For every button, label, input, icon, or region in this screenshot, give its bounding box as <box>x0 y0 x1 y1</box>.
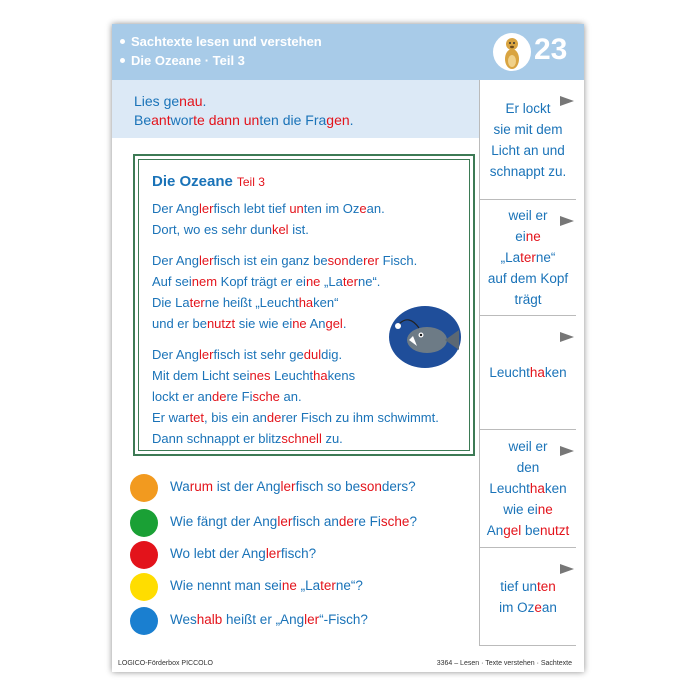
color-dot-icon[interactable] <box>130 573 158 601</box>
syllable: ne heißt „Leucht <box>204 295 299 310</box>
syllable-red: ha <box>529 365 545 380</box>
syllable: heißt er „Ang <box>222 612 305 627</box>
syllable: Kopf trägt er ei <box>217 274 306 289</box>
syllable-red: de <box>211 389 227 404</box>
syllable: ders? <box>381 479 416 494</box>
syllable-red: halb <box>196 612 223 627</box>
story-line <box>152 222 309 237</box>
story-line <box>152 347 342 362</box>
syllable: An <box>486 523 504 538</box>
syllable: re Fi <box>226 389 253 404</box>
syllable-red: ha <box>313 368 328 383</box>
syllable-red: son <box>327 253 349 268</box>
syllable-red: sche <box>252 389 280 404</box>
question-text <box>170 479 416 494</box>
instruction-line-1: Lies genau. <box>134 93 207 109</box>
syllable: . <box>342 316 347 331</box>
syllable-red: ler <box>265 546 281 561</box>
story-line <box>152 253 417 268</box>
bullet-icon <box>120 39 125 44</box>
answer-line <box>490 98 567 119</box>
color-dot-icon[interactable] <box>130 541 158 569</box>
syllable: Wie fängt der Ang <box>170 514 278 529</box>
question-text <box>170 578 363 593</box>
syllable-red: gel <box>503 523 522 538</box>
syllable-red: de <box>338 514 354 529</box>
anglerfish-illustration <box>383 300 463 370</box>
syllable: Auf sei <box>152 274 192 289</box>
syllable: Leucht <box>270 368 314 383</box>
story-line <box>152 389 302 404</box>
story-line <box>152 410 439 425</box>
answer-text <box>488 205 568 310</box>
answer-line <box>488 226 568 247</box>
pointer-arrow-icon <box>560 446 574 456</box>
syllable: an <box>541 599 557 615</box>
worksheet-card <box>112 24 584 672</box>
syllable-red: ler <box>198 201 214 216</box>
syllable-red: ler <box>280 479 296 494</box>
syllable-red: sche <box>380 514 410 529</box>
pointer-arrow-icon <box>560 564 574 574</box>
syllable: ken“ <box>313 295 339 310</box>
syllable: sie mit dem <box>493 121 563 137</box>
answer-line <box>488 268 568 289</box>
syllable-red: ne <box>305 274 321 289</box>
syllable-red: schnell <box>281 431 322 446</box>
story-line <box>152 201 385 216</box>
answer-text <box>499 576 557 618</box>
header-subtitle: Die Ozeane · Teil 3 <box>120 53 245 68</box>
syllable: ken <box>544 365 567 380</box>
syllable-red: un <box>289 201 304 216</box>
syllable-red: de <box>266 410 282 425</box>
syllable: Dort, wo es sehr dun <box>152 222 272 237</box>
color-dot-icon[interactable] <box>130 509 158 537</box>
syllable: fisch ist sehr ge <box>213 347 304 362</box>
answer-column <box>479 80 576 646</box>
syllable-red: ler <box>304 612 320 627</box>
syllable-red: nes <box>249 368 271 383</box>
syllable-red: nutzt <box>206 316 236 331</box>
pointer-arrow-icon <box>560 216 574 226</box>
syllable-red: tet <box>189 410 205 425</box>
syllable: „La <box>296 578 321 593</box>
answer-card[interactable] <box>480 548 576 646</box>
syllable: Wie nennt man sei <box>170 578 282 593</box>
answer-line <box>490 119 567 140</box>
syllable-red: ne <box>281 578 297 593</box>
syllable-red: kel <box>271 222 289 237</box>
syllable: wie ei <box>503 502 538 517</box>
syllable: im Oz <box>499 599 535 615</box>
syllable-red: ler <box>198 347 214 362</box>
syllable: Der Ang <box>152 253 199 268</box>
syllable: Er lockt <box>505 100 551 116</box>
syllable: ken <box>544 481 567 496</box>
instruction-box <box>112 80 479 138</box>
syllable: fisch an <box>292 514 339 529</box>
syllable: trägt <box>514 292 542 307</box>
syllable-red: nem <box>191 274 218 289</box>
pointer-arrow-icon <box>560 332 574 342</box>
syllable: Licht an und <box>491 142 565 158</box>
answer-text <box>489 362 566 383</box>
syllable-red: ha <box>529 481 545 496</box>
syllable-red: ler <box>198 253 214 268</box>
answer-line <box>488 205 568 226</box>
syllable: de <box>348 253 364 268</box>
syllable: Fisch. <box>378 253 418 268</box>
syllable: rer Fisch zu ihm schwimmt. <box>281 410 439 425</box>
page-number: 23 <box>534 33 568 66</box>
syllable: ist der Ang <box>213 479 281 494</box>
story-line <box>152 368 355 383</box>
syllable: Der Ang <box>152 347 199 362</box>
syllable-red: ter <box>342 274 358 289</box>
syllable-red: ter <box>189 295 205 310</box>
syllable-red: ten <box>536 578 556 594</box>
syllable-red: rum <box>189 479 213 494</box>
syllable-red: e <box>359 201 367 216</box>
syllable: weil er <box>508 439 548 454</box>
answer-line <box>487 520 570 541</box>
color-dot-icon[interactable] <box>130 474 158 502</box>
syllable: fisch ist ein ganz be <box>213 253 328 268</box>
syllable-red: rer <box>363 253 379 268</box>
syllable-red: nutzt <box>540 523 570 538</box>
syllable-red: gel <box>325 316 343 331</box>
syllable: und er be <box>152 316 207 331</box>
question-text <box>170 514 417 529</box>
syllable: Wa <box>170 479 190 494</box>
answer-line <box>490 140 567 161</box>
syllable: ne“? <box>335 578 363 593</box>
story-title: Die Ozeane Teil 3 <box>152 173 265 190</box>
syllable: Wes <box>170 612 197 627</box>
answer-text <box>490 98 567 182</box>
pointer-arrow-icon <box>560 96 574 106</box>
syllable: den <box>516 460 540 475</box>
answer-card[interactable] <box>480 80 576 200</box>
syllable-red: son <box>360 479 382 494</box>
bullet-icon <box>120 58 125 63</box>
syllable: weil er <box>508 208 548 223</box>
answer-line <box>487 499 570 520</box>
answer-line <box>487 457 570 478</box>
syllable: lockt er an <box>152 389 212 404</box>
syllable: tief un <box>500 578 537 594</box>
syllable-red: dul <box>303 347 322 362</box>
syllable: Der Ang <box>152 201 199 216</box>
syllable: ? <box>409 514 417 529</box>
syllable: Leucht <box>489 481 530 496</box>
answer-text <box>487 436 570 541</box>
answer-line <box>499 576 557 597</box>
meerkat-icon <box>492 32 532 72</box>
syllable-red: ha <box>298 295 314 310</box>
story-line <box>152 431 343 446</box>
story-line <box>152 316 346 331</box>
syllable: „La <box>500 250 521 265</box>
answer-card[interactable] <box>480 200 576 316</box>
syllable: fisch lebt tief <box>213 201 290 216</box>
syllable: Wo lebt der Ang <box>170 546 266 561</box>
answer-line <box>499 597 557 618</box>
syllable: ei <box>515 229 526 244</box>
syllable-red: ne <box>537 502 553 517</box>
syllable: an. <box>366 201 385 216</box>
answer-line <box>489 362 566 383</box>
syllable-red: ter <box>520 250 536 265</box>
syllable: Dann schnappt er blitz <box>152 431 282 446</box>
answer-card[interactable] <box>480 316 576 430</box>
syllable: ist. <box>288 222 309 237</box>
syllable-red: ler <box>277 514 293 529</box>
instruction-line-2: Beantworte dann unten die Fragen. <box>134 112 354 128</box>
syllable: an. <box>279 389 302 404</box>
header-bar <box>112 24 584 80</box>
syllable: zu. <box>321 431 343 446</box>
answer-line <box>487 478 570 499</box>
footer-left: LOGICO-Förderbox PICCOLO <box>118 660 213 667</box>
syllable: Die La <box>152 295 190 310</box>
syllable: ne“. <box>357 274 381 289</box>
syllable: An <box>306 316 326 331</box>
answer-line <box>488 247 568 268</box>
syllable: “-Fisch? <box>319 612 368 627</box>
syllable-red: ter <box>320 578 336 593</box>
syllable-red: ne <box>292 316 307 331</box>
question-text <box>170 546 316 561</box>
question-text <box>170 612 368 627</box>
syllable: ten im Oz <box>303 201 360 216</box>
syllable: fisch so be <box>295 479 361 494</box>
syllable: be <box>521 523 541 538</box>
syllable: , bis ein an <box>204 410 267 425</box>
story-frame <box>133 154 475 456</box>
syllable: dig. <box>321 347 343 362</box>
answer-line <box>487 436 570 457</box>
footer-right: 3364 – Lesen · Texte verstehen · Sachtexte <box>436 660 572 667</box>
syllable: Leucht <box>489 365 530 380</box>
syllable: Mit dem Licht sei <box>152 368 250 383</box>
syllable-red: e <box>534 599 542 615</box>
story-line <box>152 274 380 289</box>
color-dot-icon[interactable] <box>130 607 158 635</box>
syllable: ne“ <box>535 250 556 265</box>
answer-card[interactable] <box>480 430 576 548</box>
story-line <box>152 295 338 310</box>
header-title: Sachtexte lesen und verstehen <box>120 34 322 49</box>
syllable: kens <box>327 368 356 383</box>
syllable: Er war <box>152 410 190 425</box>
syllable: re Fi <box>353 514 381 529</box>
syllable: sie wie ei <box>235 316 293 331</box>
answer-line <box>490 161 567 182</box>
answer-line <box>488 289 568 310</box>
syllable: fisch? <box>280 546 317 561</box>
syllable: schnappt zu. <box>489 163 567 179</box>
syllable: auf dem Kopf <box>487 271 569 286</box>
syllable-red: ne <box>525 229 541 244</box>
syllable: „La <box>320 274 343 289</box>
